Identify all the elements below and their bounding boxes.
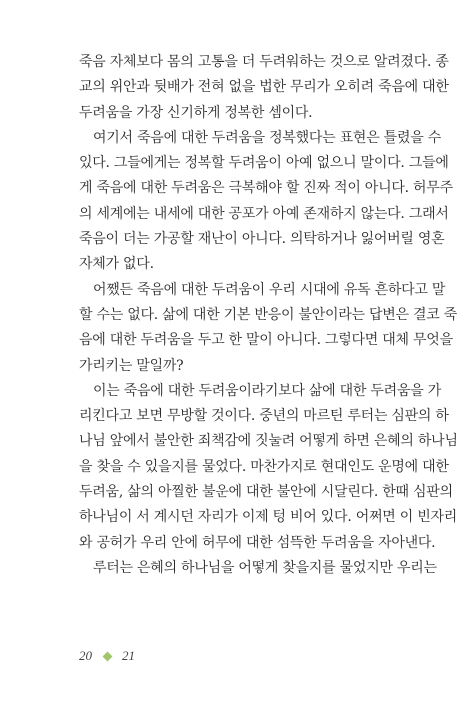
text-line: 죽음 자체보다 몸의 고통을 더 두려워하는 것으로 알려졌다. 종 <box>79 54 449 70</box>
text-line: 여기서 죽음에 대한 두려움을 정복했다는 표현은 틀렸을 수 <box>93 129 441 146</box>
text-line: 의 세계에는 내세에 대한 공포가 아예 존재하지 않는다. 그래서 <box>79 205 449 222</box>
text-line: 있다. 그들에게는 정복할 두려움이 아예 없으니 말이다. 그들에 <box>79 155 449 172</box>
text-line: 교의 위안과 뒷배가 전혀 없을 법한 무리가 오히려 죽음에 대한 <box>79 79 449 96</box>
text-line: 할 수는 없다. 삶에 대한 기본 반응이 불안이라는 답변은 결코 죽 <box>79 306 458 323</box>
text-line: 어쨌든 죽음에 대한 두려움이 우리 시대에 유독 흔하다고 말 <box>93 281 446 298</box>
text-line: 루터는 은혜의 하나님을 어떻게 찾을지를 물었지만 우리는 <box>93 559 437 576</box>
text-line: 음에 대한 두려움을 두고 한 말이 아니다. 그렇다면 대체 무엇을 <box>79 332 453 349</box>
body-text <box>79 50 458 581</box>
text-line: 리킨다고 보면 무방할 것이다. 중년의 마르틴 루터는 심판의 하 <box>79 408 449 425</box>
text-line: 두려움, 삶의 아찔한 불운에 대한 불안에 시달린다. 한때 심판의 <box>79 484 453 501</box>
text-line: 자체가 없다. <box>79 256 154 273</box>
text-line: 두려움을 가장 신기하게 정복한 셈이다. <box>79 104 313 121</box>
text-line: 을 찾을 수 있을지를 물었다. 마찬가지로 현대인도 운명에 대한 <box>79 458 449 475</box>
page-number-right: 21 <box>122 648 135 663</box>
text-line: 게 죽음에 대한 두려움은 극복해야 할 진짜 적이 아니다. 허무주 <box>79 180 453 197</box>
text-line: 가리키는 말일까? <box>79 357 184 374</box>
text-line: 나님 앞에서 불안한 죄책감에 짓눌려 어떻게 하면 은혜의 하나님 <box>79 433 458 450</box>
page-numbers <box>79 648 135 664</box>
text-line: 하나님이 서 계시던 자리가 이제 텅 비어 있다. 어쩌면 이 빈자리 <box>79 509 458 526</box>
page-number-left: 20 <box>79 648 92 663</box>
text-line: 죽음이 더는 가공할 재난이 아니다. 의탁하거나 잃어버릴 영혼 <box>79 231 445 248</box>
diamond-ornament-icon <box>103 651 113 661</box>
text-line: 와 공허가 우리 안에 허무에 대한 섬뜩한 두려움을 자아낸다. <box>79 534 436 551</box>
text-line: 이는 죽음에 대한 두려움이라기보다 삶에 대한 두려움을 가 <box>93 382 441 399</box>
